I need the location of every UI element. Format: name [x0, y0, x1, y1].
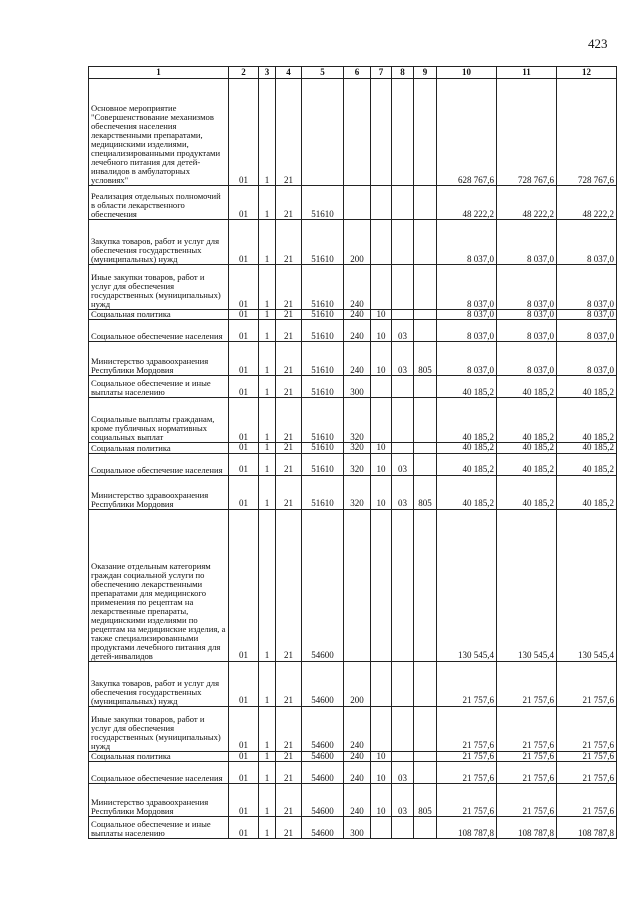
- cell-col-2: 01: [229, 706, 259, 751]
- cell-col-7: [371, 79, 392, 186]
- cell-col-10: 130 545,4: [437, 509, 497, 661]
- cell-col-3: 1: [259, 320, 276, 342]
- header-row: [89, 67, 617, 79]
- cell-col-5: 54600: [302, 509, 344, 661]
- table-row: [89, 376, 617, 398]
- row-description: Социальное обеспечение населения: [89, 453, 229, 475]
- cell-col-12: 8 037,0: [557, 342, 617, 376]
- cell-col-4: 21: [276, 79, 302, 186]
- cell-col-5: 54600: [302, 751, 344, 761]
- cell-col-4: 21: [276, 220, 302, 265]
- cell-col-6: [344, 509, 371, 661]
- cell-col-2: 01: [229, 509, 259, 661]
- cell-col-5: 54600: [302, 661, 344, 706]
- cell-col-2: 01: [229, 475, 259, 509]
- cell-col-4: 21: [276, 398, 302, 443]
- cell-col-8: [392, 443, 414, 453]
- column-header-11: 11: [497, 67, 557, 79]
- cell-col-9: [414, 751, 437, 761]
- cell-col-8: 03: [392, 784, 414, 817]
- table-row: [89, 706, 617, 751]
- cell-col-12: 40 185,2: [557, 453, 617, 475]
- column-header-4: 4: [276, 67, 302, 79]
- cell-col-9: [414, 443, 437, 453]
- cell-col-9: [414, 310, 437, 320]
- cell-col-9: [414, 398, 437, 443]
- cell-col-2: 01: [229, 220, 259, 265]
- table-row: [89, 320, 617, 342]
- row-description: Реализация отдельных полномочий в области лекарственного обеспечения: [89, 186, 229, 220]
- cell-col-8: [392, 751, 414, 761]
- cell-col-5: [302, 79, 344, 186]
- cell-col-10: 8 037,0: [437, 342, 497, 376]
- cell-col-2: 01: [229, 320, 259, 342]
- cell-col-9: [414, 265, 437, 310]
- cell-col-9: [414, 453, 437, 475]
- cell-col-6: 240: [344, 784, 371, 817]
- cell-col-4: 21: [276, 509, 302, 661]
- cell-col-11: 8 037,0: [497, 265, 557, 310]
- cell-col-11: 21 757,6: [497, 661, 557, 706]
- cell-col-11: 40 185,2: [497, 475, 557, 509]
- table-row: [89, 265, 617, 310]
- column-header-8: 8: [392, 67, 414, 79]
- cell-col-10: 40 185,2: [437, 398, 497, 443]
- table-row: [89, 398, 617, 443]
- cell-col-2: 01: [229, 79, 259, 186]
- cell-col-8: [392, 310, 414, 320]
- cell-col-3: 1: [259, 398, 276, 443]
- cell-col-9: [414, 817, 437, 839]
- cell-col-7: 10: [371, 443, 392, 453]
- cell-col-12: 48 222,2: [557, 186, 617, 220]
- cell-col-12: 40 185,2: [557, 398, 617, 443]
- cell-col-3: 1: [259, 453, 276, 475]
- cell-col-7: 10: [371, 453, 392, 475]
- cell-col-3: 1: [259, 509, 276, 661]
- cell-col-3: 1: [259, 762, 276, 784]
- table-row: [89, 661, 617, 706]
- cell-col-8: [392, 79, 414, 186]
- cell-col-2: 01: [229, 342, 259, 376]
- table-row: [89, 443, 617, 453]
- cell-col-5: 54600: [302, 784, 344, 817]
- row-description: Социальное обеспечение населения: [89, 320, 229, 342]
- cell-col-10: 40 185,2: [437, 475, 497, 509]
- cell-col-11: 40 185,2: [497, 398, 557, 443]
- cell-col-5: 51610: [302, 320, 344, 342]
- cell-col-4: 21: [276, 817, 302, 839]
- row-description: Социальная политика: [89, 310, 229, 320]
- cell-col-4: 21: [276, 661, 302, 706]
- row-description: Основное мероприятие "Совершенствование механизмов обеспечения населения лекарственными препаратами, медицинскими изделиями, специализированными продуктами лечебного питания для детей-инвалидов в амбулаторных условиях": [89, 79, 229, 186]
- cell-col-10: 8 037,0: [437, 265, 497, 310]
- cell-col-12: 108 787,8: [557, 817, 617, 839]
- row-description: Социальная политика: [89, 443, 229, 453]
- cell-col-6: 240: [344, 265, 371, 310]
- cell-col-9: 805: [414, 475, 437, 509]
- cell-col-7: 10: [371, 751, 392, 761]
- cell-col-4: 21: [276, 751, 302, 761]
- cell-col-4: 21: [276, 320, 302, 342]
- row-description: Закупка товаров, работ и услуг для обеспечения государственных (муниципальных) нужд: [89, 220, 229, 265]
- table-row: [89, 475, 617, 509]
- cell-col-10: 108 787,8: [437, 817, 497, 839]
- cell-col-2: 01: [229, 784, 259, 817]
- page-number: 423: [588, 36, 608, 51]
- cell-col-3: 1: [259, 79, 276, 186]
- cell-col-2: 01: [229, 186, 259, 220]
- table-row: [89, 310, 617, 320]
- cell-col-8: [392, 398, 414, 443]
- cell-col-8: 03: [392, 475, 414, 509]
- row-description: Закупка товаров, работ и услуг для обеспечения государственных (муниципальных) нужд: [89, 661, 229, 706]
- cell-col-10: 21 757,6: [437, 751, 497, 761]
- cell-col-10: 8 037,0: [437, 310, 497, 320]
- cell-col-7: [371, 706, 392, 751]
- cell-col-5: 51610: [302, 220, 344, 265]
- cell-col-9: 805: [414, 342, 437, 376]
- cell-col-3: 1: [259, 661, 276, 706]
- cell-col-11: 48 222,2: [497, 186, 557, 220]
- cell-col-11: 8 037,0: [497, 320, 557, 342]
- cell-col-11: 728 767,6: [497, 79, 557, 186]
- cell-col-5: 51610: [302, 453, 344, 475]
- cell-col-6: 200: [344, 220, 371, 265]
- cell-col-6: 320: [344, 453, 371, 475]
- cell-col-2: 01: [229, 443, 259, 453]
- row-description: Социальное обеспечение населения: [89, 762, 229, 784]
- cell-col-10: 8 037,0: [437, 320, 497, 342]
- cell-col-9: [414, 706, 437, 751]
- cell-col-8: [392, 186, 414, 220]
- cell-col-6: 200: [344, 661, 371, 706]
- cell-col-7: [371, 186, 392, 220]
- table-row: [89, 751, 617, 761]
- cell-col-6: 300: [344, 376, 371, 398]
- cell-col-7: [371, 376, 392, 398]
- cell-col-6: [344, 186, 371, 220]
- cell-col-11: 108 787,8: [497, 817, 557, 839]
- cell-col-6: 240: [344, 762, 371, 784]
- cell-col-7: [371, 398, 392, 443]
- cell-col-12: 728 767,6: [557, 79, 617, 186]
- cell-col-7: [371, 265, 392, 310]
- cell-col-11: 21 757,6: [497, 751, 557, 761]
- cell-col-7: 10: [371, 762, 392, 784]
- table-row: [89, 817, 617, 839]
- cell-col-9: [414, 320, 437, 342]
- cell-col-12: 40 185,2: [557, 475, 617, 509]
- cell-col-11: 21 757,6: [497, 762, 557, 784]
- cell-col-6: [344, 79, 371, 186]
- cell-col-6: 240: [344, 320, 371, 342]
- cell-col-4: 21: [276, 376, 302, 398]
- cell-col-3: 1: [259, 265, 276, 310]
- cell-col-12: 40 185,2: [557, 443, 617, 453]
- cell-col-2: 01: [229, 398, 259, 443]
- cell-col-10: 21 757,6: [437, 661, 497, 706]
- cell-col-5: 51610: [302, 186, 344, 220]
- cell-col-4: 21: [276, 784, 302, 817]
- cell-col-12: 8 037,0: [557, 265, 617, 310]
- table-body: [89, 79, 617, 839]
- cell-col-4: 21: [276, 186, 302, 220]
- column-header-10: 10: [437, 67, 497, 79]
- cell-col-8: [392, 509, 414, 661]
- row-description: Министерство здравоохранения Республики Мордовия: [89, 475, 229, 509]
- column-header-6: 6: [344, 67, 371, 79]
- cell-col-9: [414, 79, 437, 186]
- cell-col-3: 1: [259, 310, 276, 320]
- cell-col-10: 40 185,2: [437, 376, 497, 398]
- cell-col-9: [414, 186, 437, 220]
- column-header-5: 5: [302, 67, 344, 79]
- cell-col-5: 51610: [302, 475, 344, 509]
- cell-col-5: 51610: [302, 342, 344, 376]
- cell-col-7: 10: [371, 342, 392, 376]
- table-row: [89, 784, 617, 817]
- cell-col-9: 805: [414, 784, 437, 817]
- cell-col-11: 8 037,0: [497, 310, 557, 320]
- cell-col-10: 8 037,0: [437, 220, 497, 265]
- cell-col-4: 21: [276, 706, 302, 751]
- cell-col-5: 51610: [302, 443, 344, 453]
- cell-col-8: 03: [392, 762, 414, 784]
- row-description: Социальное обеспечение и иные выплаты населению: [89, 376, 229, 398]
- cell-col-4: 21: [276, 443, 302, 453]
- cell-col-8: 03: [392, 342, 414, 376]
- cell-col-7: [371, 220, 392, 265]
- cell-col-5: 51610: [302, 398, 344, 443]
- cell-col-11: 21 757,6: [497, 706, 557, 751]
- cell-col-2: 01: [229, 453, 259, 475]
- cell-col-12: 8 037,0: [557, 320, 617, 342]
- cell-col-5: 54600: [302, 762, 344, 784]
- cell-col-11: 8 037,0: [497, 342, 557, 376]
- table-row: [89, 762, 617, 784]
- table-row: [89, 220, 617, 265]
- cell-col-5: 51610: [302, 265, 344, 310]
- budget-table: [88, 66, 617, 839]
- cell-col-6: 240: [344, 342, 371, 376]
- cell-col-7: 10: [371, 310, 392, 320]
- cell-col-12: 21 757,6: [557, 784, 617, 817]
- cell-col-9: [414, 509, 437, 661]
- table-row: [89, 186, 617, 220]
- cell-col-7: 10: [371, 475, 392, 509]
- cell-col-5: 54600: [302, 706, 344, 751]
- column-header-2: 2: [229, 67, 259, 79]
- table-row: [89, 342, 617, 376]
- cell-col-3: 1: [259, 342, 276, 376]
- cell-col-10: 21 757,6: [437, 706, 497, 751]
- cell-col-6: 300: [344, 817, 371, 839]
- cell-col-4: 21: [276, 762, 302, 784]
- cell-col-12: 21 757,6: [557, 751, 617, 761]
- cell-col-9: [414, 762, 437, 784]
- column-header-12: 12: [557, 67, 617, 79]
- cell-col-9: [414, 220, 437, 265]
- cell-col-3: 1: [259, 784, 276, 817]
- cell-col-4: 21: [276, 342, 302, 376]
- cell-col-3: 1: [259, 475, 276, 509]
- cell-col-2: 01: [229, 751, 259, 761]
- cell-col-5: 51610: [302, 310, 344, 320]
- cell-col-2: 01: [229, 762, 259, 784]
- cell-col-12: 8 037,0: [557, 220, 617, 265]
- cell-col-11: 40 185,2: [497, 443, 557, 453]
- cell-col-6: 240: [344, 751, 371, 761]
- cell-col-11: 40 185,2: [497, 453, 557, 475]
- cell-col-12: 8 037,0: [557, 310, 617, 320]
- cell-col-12: 130 545,4: [557, 509, 617, 661]
- cell-col-2: 01: [229, 310, 259, 320]
- cell-col-3: 1: [259, 817, 276, 839]
- cell-col-6: 320: [344, 443, 371, 453]
- cell-col-8: [392, 706, 414, 751]
- cell-col-10: 40 185,2: [437, 453, 497, 475]
- cell-col-8: [392, 661, 414, 706]
- cell-col-11: 130 545,4: [497, 509, 557, 661]
- cell-col-10: 21 757,6: [437, 762, 497, 784]
- cell-col-8: 03: [392, 453, 414, 475]
- row-description: Оказание отдельным категориям граждан социальной услуги по обеспечению лекарственными препаратами для медицинского применения по рецептам на лекарственные препараты, медицинскими изделиями по рецептам на медицинские изделия, а также специализированными продуктами лечебного питания для детей-инвалидов: [89, 509, 229, 661]
- cell-col-4: 21: [276, 265, 302, 310]
- row-description: Социальное обеспечение и иные выплаты населению: [89, 817, 229, 839]
- cell-col-6: 240: [344, 706, 371, 751]
- cell-col-7: [371, 509, 392, 661]
- cell-col-10: 21 757,6: [437, 784, 497, 817]
- cell-col-8: [392, 817, 414, 839]
- cell-col-5: 54600: [302, 817, 344, 839]
- cell-col-6: 320: [344, 475, 371, 509]
- cell-col-2: 01: [229, 817, 259, 839]
- cell-col-5: 51610: [302, 376, 344, 398]
- row-description: Министерство здравоохранения Республики Мордовия: [89, 784, 229, 817]
- cell-col-4: 21: [276, 475, 302, 509]
- cell-col-12: 21 757,6: [557, 661, 617, 706]
- row-description: Иные закупки товаров, работ и услуг для обеспечения государственных (муниципальных) нужд: [89, 265, 229, 310]
- column-header-7: 7: [371, 67, 392, 79]
- cell-col-7: [371, 817, 392, 839]
- cell-col-2: 01: [229, 661, 259, 706]
- row-description: Министерство здравоохранения Республики Мордовия: [89, 342, 229, 376]
- cell-col-8: 03: [392, 320, 414, 342]
- table-row: [89, 79, 617, 186]
- cell-col-3: 1: [259, 443, 276, 453]
- cell-col-10: 48 222,2: [437, 186, 497, 220]
- cell-col-8: [392, 220, 414, 265]
- cell-col-7: 10: [371, 784, 392, 817]
- cell-col-4: 21: [276, 310, 302, 320]
- cell-col-7: 10: [371, 320, 392, 342]
- column-header-1: 1: [89, 67, 229, 79]
- cell-col-3: 1: [259, 186, 276, 220]
- cell-col-6: 240: [344, 310, 371, 320]
- column-header-3: 3: [259, 67, 276, 79]
- cell-col-8: [392, 376, 414, 398]
- table-row: [89, 453, 617, 475]
- column-header-9: 9: [414, 67, 437, 79]
- cell-col-4: 21: [276, 453, 302, 475]
- cell-col-11: 40 185,2: [497, 376, 557, 398]
- cell-col-3: 1: [259, 376, 276, 398]
- cell-col-12: 21 757,6: [557, 706, 617, 751]
- cell-col-3: 1: [259, 751, 276, 761]
- cell-col-3: 1: [259, 706, 276, 751]
- row-description: Социальная политика: [89, 751, 229, 761]
- cell-col-9: [414, 661, 437, 706]
- cell-col-10: 40 185,2: [437, 443, 497, 453]
- cell-col-10: 628 767,6: [437, 79, 497, 186]
- row-description: Социальные выплаты гражданам, кроме публичных нормативных социальных выплат: [89, 398, 229, 443]
- row-description: Иные закупки товаров, работ и услуг для обеспечения государственных (муниципальных) нужд: [89, 706, 229, 751]
- table-row: [89, 509, 617, 661]
- cell-col-11: 21 757,6: [497, 784, 557, 817]
- cell-col-7: [371, 661, 392, 706]
- cell-col-6: 320: [344, 398, 371, 443]
- cell-col-3: 1: [259, 220, 276, 265]
- cell-col-2: 01: [229, 265, 259, 310]
- cell-col-12: 40 185,2: [557, 376, 617, 398]
- cell-col-2: 01: [229, 376, 259, 398]
- cell-col-9: [414, 376, 437, 398]
- cell-col-11: 8 037,0: [497, 220, 557, 265]
- cell-col-12: 21 757,6: [557, 762, 617, 784]
- cell-col-8: [392, 265, 414, 310]
